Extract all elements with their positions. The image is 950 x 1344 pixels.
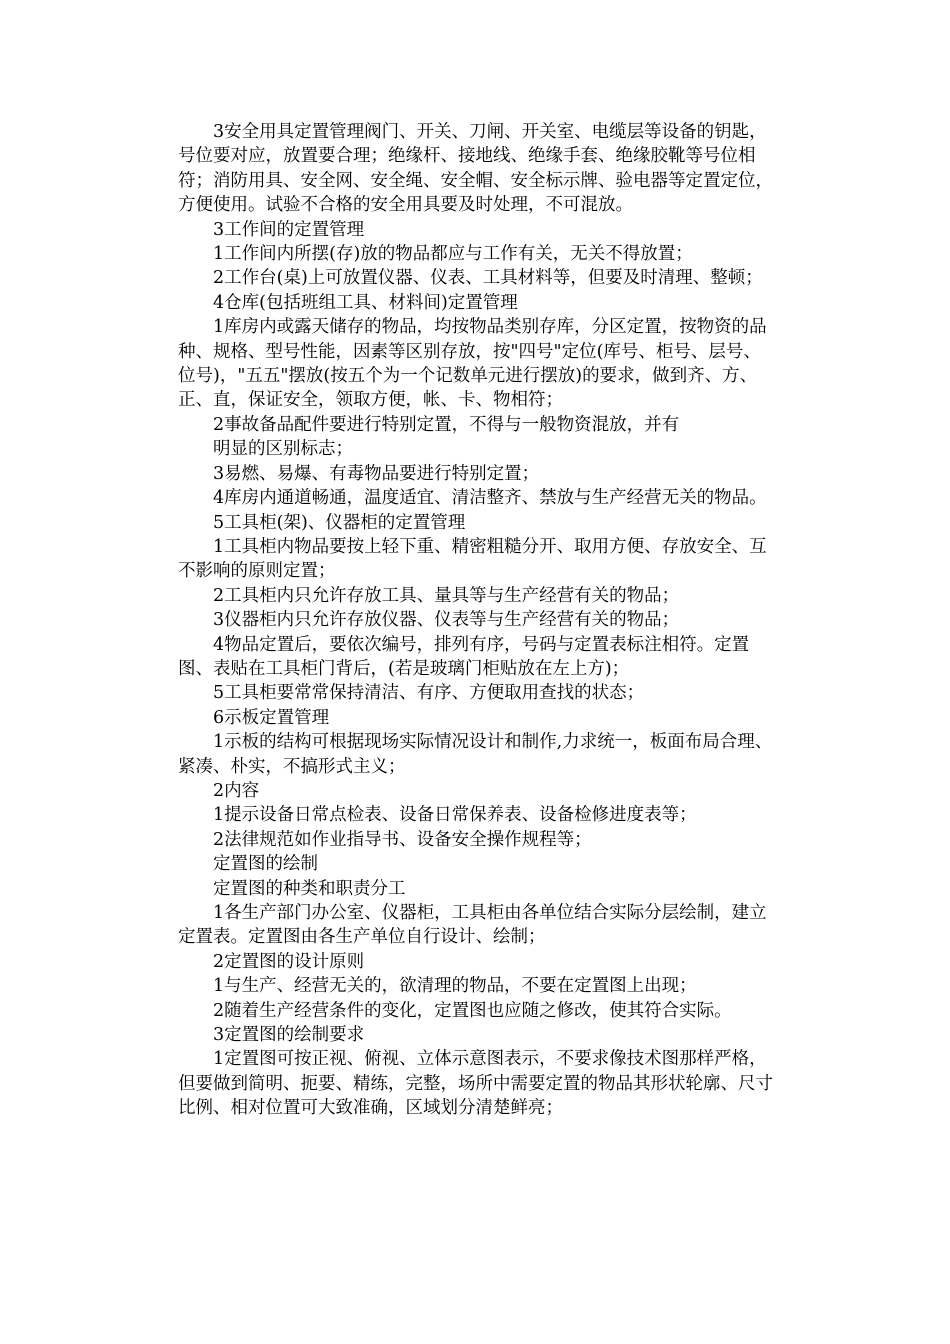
paragraph-cabinet-2: 2工具柜内只允许存放工具、量具等与生产经营有关的物品； [213, 585, 680, 606]
paragraph-workroom-2: 2工作台(桌)上可放置仪器、仪表、工具材料等，但要及时清理、整顿； [213, 268, 763, 289]
paragraph-board-content-2: 2法律规范如作业指导书、设备安全操作规程等； [213, 829, 592, 850]
heading-design-principles: 2定置图的设计原则 [213, 951, 365, 972]
paragraph-requirement-1: 1定置图可按正视、俯视、立体示意图表示，不要求像技术图那样严格，但要做到简明、扼要、精练，完整，场所中需要定置的物品其形状轮廓、尺寸比例、相对位置可大致准确，区域划分清楚鲜亮； [178, 1049, 773, 1119]
paragraph-cabinet-3: 3仪器柜内只允许存放仪器、仪表等与生产经营有关的物品； [213, 610, 680, 631]
heading-drawing-types: 定置图的种类和职责分工 [213, 878, 406, 899]
paragraph-principle-1: 1与生产、经营无关的，欲清理的物品，不要在定置图上出现； [213, 976, 697, 997]
heading-warehouse: 4仓库(包括班组工具、材料间)定置管理 [213, 292, 518, 313]
paragraph-cabinet-5: 5工具柜要常常保持清洁、有序、方便取用查找的状态； [213, 683, 645, 704]
paragraph-cabinet-4: 4物品定置后，要依次编号，排列有序，号码与定置表标注相符。定置图、表贴在工具柜门背后，(若是玻璃门柜贴放在左上方)； [178, 634, 750, 679]
paragraph-warehouse-1: 1库房内或露天储存的物品，均按物品类别存库，分区定置，按物资的品种、规格、型号性能，因素等区别存放，按"四号"定位(库号、柜号、层号、位号)，"五五"摆放(按五个为一个记数单元进行摆放)的要求，做到齐、方、正、直，保证安全，领取方便，帐、卡、物相符； [178, 317, 767, 411]
heading-tool-cabinet: 5工具柜(架)、仪器柜的定置管理 [213, 512, 466, 533]
heading-drawing: 定置图的绘制 [213, 854, 318, 875]
paragraph-board-2: 2内容 [213, 780, 260, 801]
document-body [178, 120, 778, 1121]
paragraph-warehouse-2: 2事故备品配件要进行特别定置，不得与一般物资混放，并有 [213, 414, 680, 435]
heading-workroom: 3工作间的定置管理 [213, 219, 365, 240]
paragraph-warehouse-2-cont: 明显的区别标志； [213, 439, 353, 460]
paragraph-board-1: 1示板的结构可根据现场实际情况设计和制作,力求统一，板面布局合理、紧凑、朴实，不搞形式主义； [178, 732, 773, 777]
paragraph-safety-tools: 3安全用具定置管理阀门、开关、刀闸、开关室、电缆层等设备的钥匙，号位要对应，放置要合理；绝缘杆、接地线、绝缘手套、绝缘胶靴等号位相符；消防用具、安全网、安全绳、安全帽、安全标示牌、验电器等定置定位，方便使用。试验不合格的安全用具要及时处理，不可混放。 [178, 122, 773, 216]
paragraph-board-content-1: 1提示设备日常点检表、设备日常保养表、设备检修进度表等； [213, 805, 697, 826]
paragraph-cabinet-1: 1工具柜内物品要按上轻下重、精密粗糙分开、取用方便、存放安全、互不影响的原则定置； [178, 536, 767, 582]
paragraph-workroom-1: 1工作间内所摆(存)放的物品都应与工作有关，无关不得放置； [213, 244, 693, 265]
paragraph-warehouse-3: 3易燃、易爆、有毒物品要进行特别定置； [213, 463, 540, 484]
paragraph-principle-2: 2随着生产经营条件的变化，定置图也应随之修改，使其符合实际。 [213, 1000, 732, 1021]
paragraph-drawing-1: 1各生产部门办公室、仪器柜，工具柜由各单位结合实际分层绘制，建立定置表。定置图由各生产单位自行设计、绘制； [178, 903, 767, 948]
heading-display-board: 6示板定置管理 [213, 707, 330, 728]
heading-drawing-requirements: 3定置图的绘制要求 [213, 1025, 365, 1046]
paragraph-warehouse-4: 4库房内通道畅通，温度适宜、清洁整齐、禁放与生产经营无关的物品。 [213, 488, 767, 509]
